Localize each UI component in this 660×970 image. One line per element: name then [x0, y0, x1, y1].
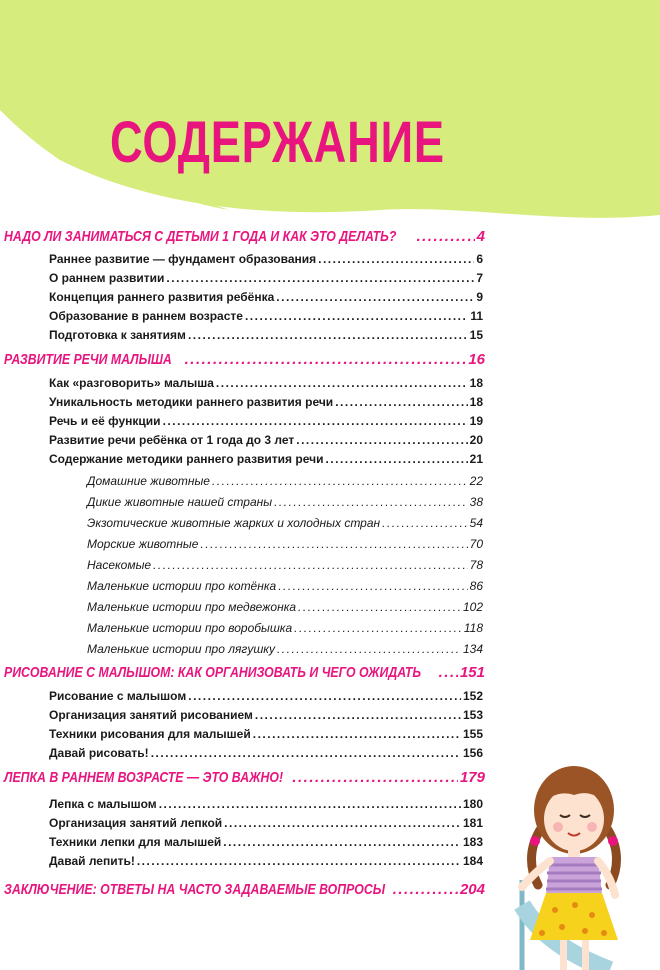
item-page: 15: [469, 328, 483, 342]
dot-leader: [216, 376, 468, 390]
toc-item[interactable]: [49, 708, 483, 722]
toc-item[interactable]: [49, 271, 483, 285]
toc-item[interactable]: [49, 328, 483, 342]
subitem-title: Насекомые: [87, 558, 152, 572]
item-page: 21: [469, 452, 483, 466]
toc-subitem[interactable]: [87, 516, 483, 530]
dot-leader: [439, 664, 458, 681]
item-title: Давай рисовать!: [49, 746, 149, 760]
subitem-title: Домашние животные: [87, 474, 210, 488]
item-title: Рисование с малышом: [49, 689, 187, 703]
subitem-title: Маленькие истории про котёнка: [87, 579, 277, 593]
toc-section-2[interactable]: [4, 664, 485, 681]
item-title: Лепка с малышом: [49, 797, 157, 811]
dot-leader: [200, 537, 467, 551]
toc-item[interactable]: [49, 376, 483, 390]
subitem-page: 70: [469, 537, 483, 551]
dot-leader: [276, 290, 474, 304]
toc-item[interactable]: [49, 290, 483, 304]
dot-leader: [212, 474, 468, 488]
subitem-title: Дикие животные нашей страны: [87, 495, 273, 509]
toc-subitem[interactable]: [87, 558, 483, 572]
item-title: Образование в раннем возрасте: [49, 309, 243, 323]
item-page: 6: [476, 252, 483, 266]
dot-leader: [274, 495, 468, 509]
item-page: 180: [462, 797, 483, 811]
subitem-page: 118: [463, 621, 483, 635]
toc-item[interactable]: [49, 816, 483, 830]
toc-item[interactable]: [49, 689, 483, 703]
subitem-title: Морские животные: [87, 537, 199, 551]
item-page: 18: [469, 395, 483, 409]
dot-leader: [278, 579, 467, 593]
item-title: Организация занятий рисованием: [49, 708, 253, 722]
dot-leader: [296, 433, 467, 447]
page-title: СОДЕРЖАНИЕ: [110, 110, 445, 175]
item-page: 181: [462, 816, 483, 830]
toc-item[interactable]: [49, 252, 483, 266]
subitem-title: Маленькие истории про воробышка: [87, 621, 293, 635]
dot-leader: [188, 689, 461, 703]
item-title: Организация занятий лепкой: [49, 816, 223, 830]
subitem-page: 78: [469, 558, 483, 572]
toc-item[interactable]: [49, 835, 483, 849]
toc-section-0[interactable]: [4, 228, 485, 245]
dot-leader: [253, 727, 461, 741]
dot-leader: [185, 351, 467, 368]
item-title: Подготовка к занятиям: [49, 328, 186, 342]
toc-subitem[interactable]: [87, 579, 483, 593]
dot-leader: [294, 621, 462, 635]
toc-subitem[interactable]: [87, 621, 483, 635]
toc-item[interactable]: [49, 797, 483, 811]
dot-leader: [166, 271, 474, 285]
item-page: 11: [470, 309, 483, 323]
section-title: НАДО ЛИ ЗАНИМАТЬСЯ С ДЕТЬМИ 1 ГОДА И КАК ЭТО ДЕЛАТЬ?: [4, 228, 397, 245]
section-page: 179: [459, 769, 485, 786]
dot-leader: [255, 708, 461, 722]
toc-item[interactable]: [49, 746, 483, 760]
toc-item[interactable]: [49, 854, 483, 868]
item-title: Развитие речи ребёнка от 1 года до 3 лет: [49, 433, 295, 447]
section-page: 151: [459, 664, 485, 681]
toc-section-1[interactable]: [4, 351, 485, 368]
item-page: 7: [476, 271, 483, 285]
subitem-page: 102: [462, 600, 483, 614]
toc-subitem[interactable]: [87, 495, 483, 509]
dot-leader: [163, 414, 468, 428]
subitem-title: Экзотические животные жарких и холодных стран: [87, 516, 381, 530]
item-title: Техники рисования для малышей: [49, 727, 251, 741]
item-title: Содержание методики раннего развития речи: [49, 452, 324, 466]
dot-leader: [382, 516, 468, 530]
dot-leader: [335, 395, 467, 409]
section-title: ЛЕПКА В РАННЕМ ВОЗРАСТЕ — ЭТО ВАЖНО!: [4, 769, 284, 786]
dot-leader: [292, 769, 458, 786]
toc-item[interactable]: [49, 414, 483, 428]
dot-leader: [245, 309, 468, 323]
dot-leader: [224, 816, 461, 830]
toc-subitem[interactable]: [87, 474, 483, 488]
item-title: Раннее развитие — фундамент образования: [49, 252, 317, 266]
subitem-page: 38: [469, 495, 483, 509]
toc-item[interactable]: [49, 727, 483, 741]
dot-leader: [153, 558, 468, 572]
dot-leader: [223, 835, 461, 849]
subitem-page: 86: [469, 579, 483, 593]
item-page: 20: [469, 433, 483, 447]
subitem-title: Маленькие истории про медвежонка: [87, 600, 297, 614]
section-page: 16: [468, 351, 485, 368]
item-page: 156: [462, 746, 483, 760]
item-page: 183: [462, 835, 483, 849]
subitem-page: 134: [462, 642, 483, 656]
girl-illustration: [500, 755, 650, 970]
dot-leader: [137, 854, 461, 868]
dot-leader: [393, 881, 458, 898]
dot-leader: [416, 228, 474, 245]
item-page: 184: [462, 854, 483, 868]
dot-leader: [159, 797, 461, 811]
item-page: 155: [462, 727, 483, 741]
section-title: ЗАКЛЮЧЕНИЕ: ОТВЕТЫ НА ЧАСТО ЗАДАВАЕМЫЕ ВОПРОСЫ: [4, 881, 386, 898]
toc-item[interactable]: [49, 433, 483, 447]
toc-subitem[interactable]: [87, 642, 483, 656]
toc-item[interactable]: [49, 452, 483, 466]
item-page: 9: [476, 290, 483, 304]
item-page: 19: [469, 414, 483, 428]
dot-leader: [188, 328, 468, 342]
item-title: Концепция раннего развития ребёнка: [49, 290, 275, 304]
toc-section-4[interactable]: [4, 881, 485, 898]
section-title: РИСОВАНИЕ С МАЛЫШОМ: КАК ОРГАНИЗОВАТЬ И ЧЕГО ОЖИДАТЬ: [4, 664, 422, 681]
section-page: 204: [459, 881, 485, 898]
toc-subitem[interactable]: [87, 600, 483, 614]
dot-leader: [277, 642, 461, 656]
toc-subitem[interactable]: [87, 537, 483, 551]
item-title: Речь и её функции: [49, 414, 161, 428]
item-page: 152: [462, 689, 483, 703]
subitem-title: Маленькие истории про лягушку: [87, 642, 275, 656]
item-title: Как «разговорить» малыша: [49, 376, 214, 390]
section-page: 4: [476, 228, 485, 245]
item-page: 18: [469, 376, 483, 390]
toc-section-3[interactable]: [4, 769, 485, 786]
item-page: 153: [462, 708, 483, 722]
subitem-page: 22: [469, 474, 483, 488]
toc-item[interactable]: [49, 309, 483, 323]
item-title: О раннем развитии: [49, 271, 165, 285]
item-title: Уникальность методики раннего развития речи: [49, 395, 334, 409]
item-title: Давай лепить!: [49, 854, 135, 868]
dot-leader: [325, 452, 467, 466]
toc-item[interactable]: [49, 395, 483, 409]
subitem-page: 54: [469, 516, 483, 530]
dot-leader: [318, 252, 474, 266]
dot-leader: [298, 600, 461, 614]
dot-leader: [151, 746, 461, 760]
section-title: РАЗВИТИЕ РЕЧИ МАЛЫША: [4, 351, 172, 368]
item-title: Техники лепки для малышей: [49, 835, 222, 849]
